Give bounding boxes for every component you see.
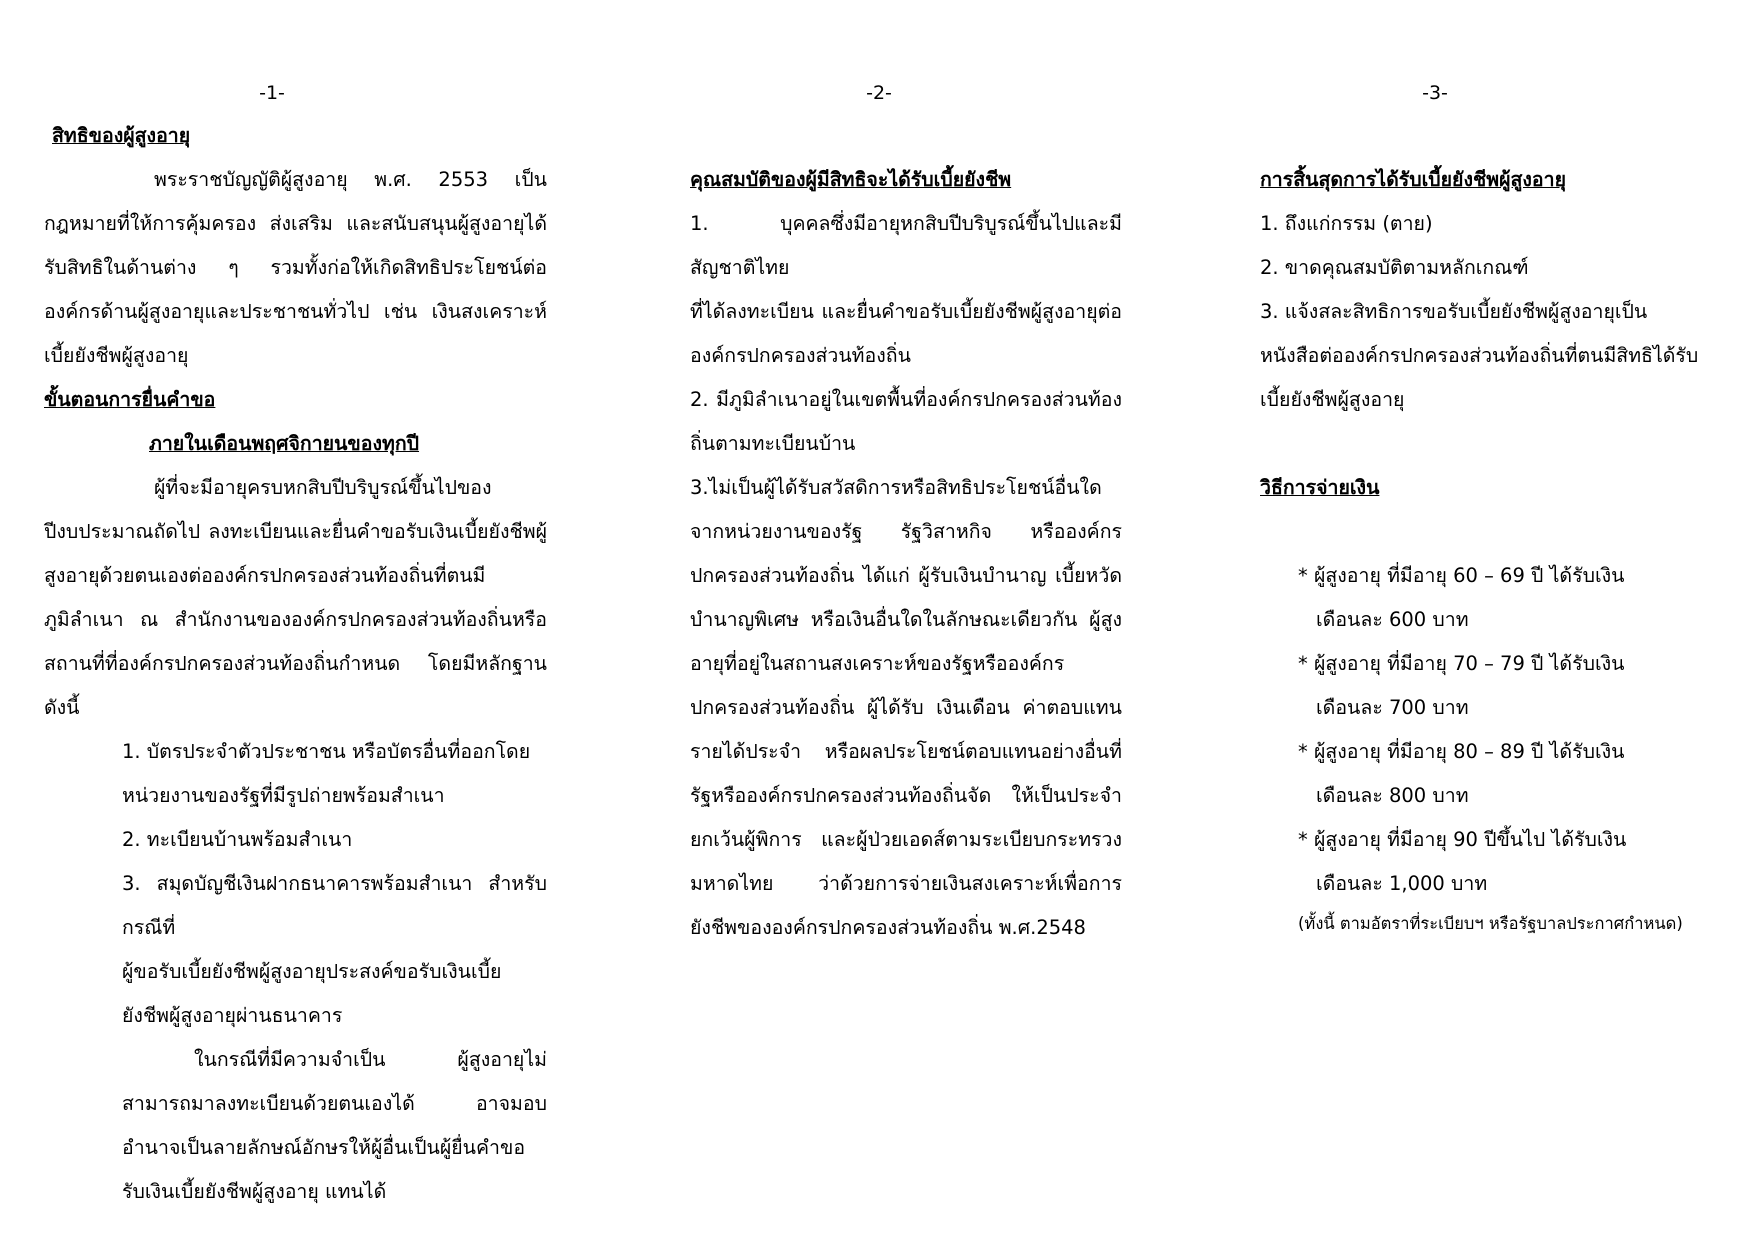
payment-rate-line: * ผู้สูงอายุ ที่มีอายุ 70 – 79 ปี ได้รับเงิน — [1298, 652, 1625, 675]
payment-note: (ทั้งนี้ ตามอัตราที่ระเบียบฯ หรือรัฐบาลประกาศกำหนด) — [1298, 914, 1683, 933]
page-number-2: -2- — [866, 82, 892, 104]
payment-rate-line: * ผู้สูงอายุ ที่มีอายุ 80 – 89 ปี ได้รับเงิน — [1298, 740, 1625, 763]
page-number-1: -1- — [259, 82, 285, 104]
payment-amount: เดือนละ 600 บาท — [1316, 608, 1469, 631]
payment-amount: เดือนละ 1,000 บาท — [1316, 872, 1488, 895]
column-1 — [44, 114, 547, 1214]
termination-2: 2. ขาดคุณสมบัติตามหลักเกณฑ์ — [1260, 256, 1529, 279]
payment-amount: เดือนละ 700 บาท — [1316, 696, 1469, 719]
document-item-3: 3. สมุดบัญชีเงินฝากธนาคารพร้อมสำเนา สำหรับกรณีที่ — [122, 872, 547, 939]
heading-november: ภายในเดือนพฤศจิกายนของทุกปี — [149, 432, 420, 455]
heading-termination: การสิ้นสุดการได้รับเบี้ยยังชีพผู้สูงอายุ — [1260, 168, 1567, 191]
column-3 — [1260, 158, 1700, 942]
heading-payment: วิธีการจ่ายเงิน — [1260, 476, 1380, 499]
termination-1: 1. ถึงแก่กรรม (ตาย) — [1260, 212, 1433, 235]
qualification-1: 1. บุคคลซึ่งมีอายุหกสิบปีบริบูรณ์ขึ้นไปและมีสัญชาติไทย — [690, 212, 1122, 279]
heading-steps: ขั้นตอนการยื่นคำขอ — [44, 388, 216, 411]
heading-qualifications: คุณสมบัติของผู้มีสิทธิจะได้รับเบี้ยยังชีพ — [690, 168, 1012, 191]
payment-list — [1260, 554, 1700, 906]
qualification-1-continued: ที่ได้ลงทะเบียน และยื่นคำขอรับเบี้ยยังชีพผู้สูงอายุต่อองค์กรปกครองส่วนท้องถิ่น — [690, 300, 1122, 367]
intro-paragraph: พระราชบัญญัติผู้สูงอายุ พ.ศ. 2553 เป็นกฎหมายที่ให้การคุ้มครอง ส่งเสริม และสนับสนุนผู้สูงอายุได้รับสิทธิในด้านต่าง ๆ รวมทั้งก่อให้เกิดสิทธิประโยชน์ต่อองค์กรด้านผู้สูงอายุและประชาชนทั่วไป เช่น เงินสงเคราะห์เบี้ยยังชีพผู้สูงอายุ — [44, 168, 547, 367]
page-number-3: -3- — [1422, 82, 1448, 104]
payment-rate-line: * ผู้สูงอายุ ที่มีอายุ 90 ปีขึ้นไป ได้รับเงิน — [1298, 828, 1627, 851]
payment-amount: เดือนละ 800 บาท — [1316, 784, 1469, 807]
heading-rights: สิทธิของผู้สูงอายุ — [52, 124, 191, 147]
column-2 — [690, 158, 1122, 950]
payment-rate-line: * ผู้สูงอายุ ที่มีอายุ 60 – 69 ปี ได้รับเงิน — [1298, 564, 1625, 587]
termination-3: 3. แจ้งสละสิทธิการขอรับเบี้ยยังชีพผู้สูงอายุเป็นหนังสือต่อองค์กรปกครองส่วนท้องถิ่นที่ตนมีสิทธิได้รับเบี้ยยังชีพผู้สูงอายุ — [1260, 300, 1699, 411]
document-item-3-continued: ผู้ขอรับเบี้ยยังชีพผู้สูงอายุประสงค์ขอรับเงินเบี้ยยังชีพผู้สูงอายุผ่านธนาคาร — [122, 960, 502, 1027]
document-item-1: 1. บัตรประจำตัวประชาชน หรือบัตรอื่นที่ออกโดยหน่วยงานของรัฐที่มีรูปถ่ายพร้อมสำเนา — [122, 740, 531, 807]
steps-paragraph: ผู้ที่จะมีอายุครบหกสิบปีบริบูรณ์ขึ้นไปของปีงบประมาณถัดไป ลงทะเบียนและยื่นคำขอรับเงินเบี้ยยังชีพผู้สูงอายุด้วยตนเองต่อองค์กรปกครองส่วนท้องถิ่นที่ตนมีภูมิลำเนา ณ สำนักงานขององค์กรปกครองส่วนท้องถิ่นหรือสถานที่ที่องค์กรปกครองส่วนท้องถิ่นกำหนด โดยมีหลักฐานดังนี้ — [44, 476, 547, 719]
proxy-paragraph: ในกรณีที่มีความจำเป็น ผู้สูงอายุไม่สามารถมาลงทะเบียนด้วยตนเองได้ อาจมอบอำนาจเป็นลายลักษณ์อักษรให้ผู้อื่นเป็นผู้ยื่นคำขอรับเงินเบี้ยยังชีพผู้สูงอายุ แทนได้ — [122, 1048, 547, 1203]
qualification-3: 3.ไม่เป็นผู้ได้รับสวัสดิการหรือสิทธิประโยชน์อื่นใดจากหน่วยงานของรัฐ รัฐวิสาหกิจ หรือองค์กรปกครองส่วนท้องถิ่น ได้แก่ ผู้รับเงินบำนาญ เบี้ยหวัด บำนาญพิเศษ หรือเงินอื่นใดในลักษณะเดียวกัน ผู้สูงอายุที่อยู่ในสถานสงเคราะห์ของรัฐหรือองค์กรปกครองส่วนท้องถิ่น ผู้ได้รับ เงินเดือน ค่าตอบแทน รายได้ประจำ หรือผลประโยชน์ตอบแทนอย่างอื่นที่รัฐหรือองค์กรปกครองส่วนท้องถิ่นจัด ให้เป็นประจำยกเว้นผู้พิการ และผู้ป่วยเอดส์ตามระเบียบกระทรวงมหาดไทย ว่าด้วยการจ่ายเงินสงเคราะห์เพื่อการยังชีพขององค์กรปกครองส่วนท้องถิ่น พ.ศ.2548 — [690, 476, 1122, 939]
document-item-2: 2. ทะเบียนบ้านพร้อมสำเนา — [122, 828, 353, 851]
qualification-2: 2. มีภูมิลำเนาอยู่ในเขตพื้นที่องค์กรปกครองส่วนท้องถิ่นตามทะเบียนบ้าน — [690, 388, 1122, 455]
